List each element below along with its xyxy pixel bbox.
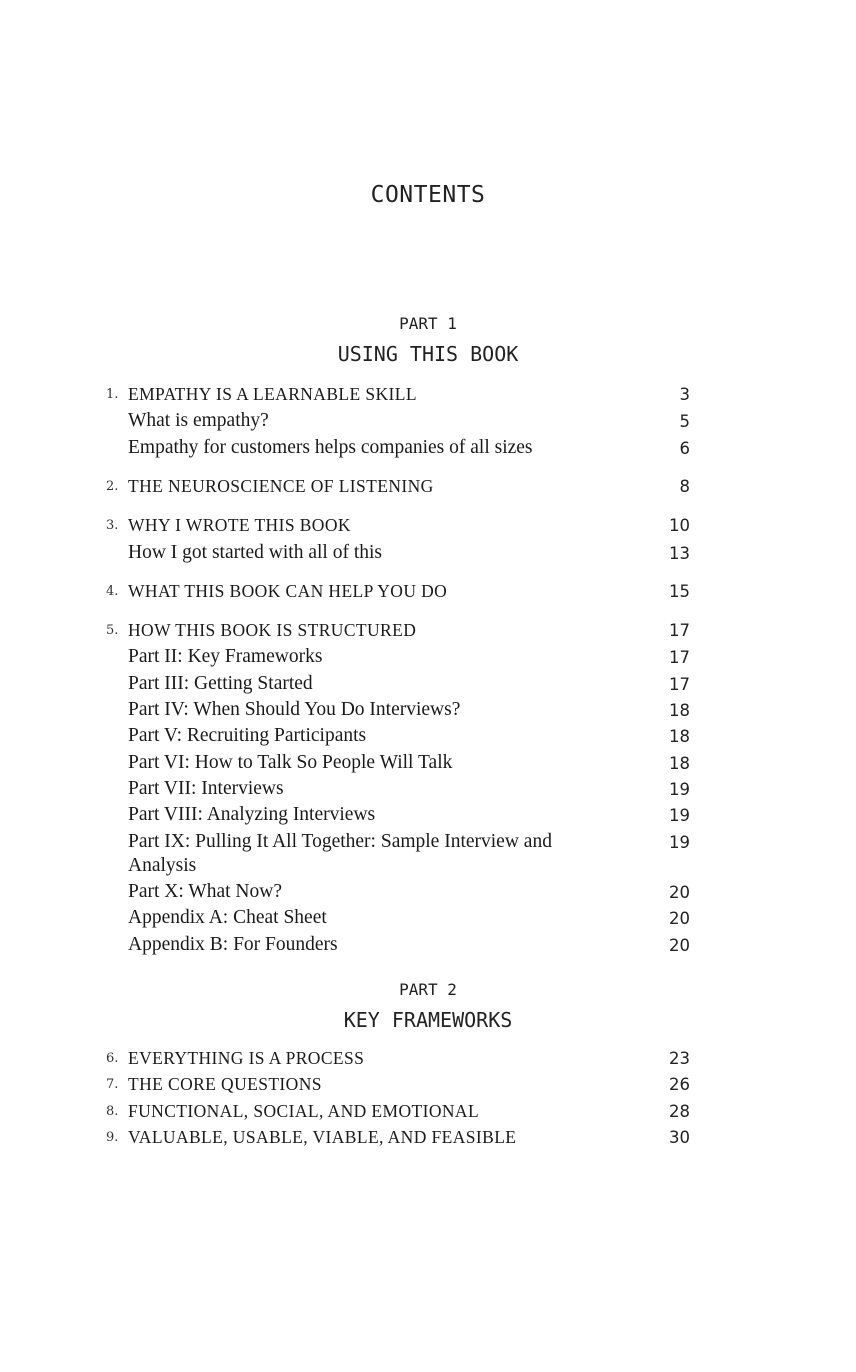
chapter-title[interactable]: EMPATHY IS A LEARNABLE SKILL (128, 384, 417, 404)
page-number: 3 (679, 385, 690, 404)
section-title[interactable]: Empathy for customers helps companies of all sizes (128, 436, 533, 458)
part-title: USING THIS BOOK (337, 342, 519, 366)
page-number: 6 (679, 438, 690, 458)
section-title[interactable]: Part VII: Interviews (128, 777, 284, 799)
chapter-number: 9. (106, 1129, 119, 1145)
part-title: KEY FRAMEWORKS (343, 1008, 513, 1032)
page-number: 19 (669, 832, 690, 852)
part-heading (0, 314, 856, 366)
part-label: PART 2 (399, 980, 457, 999)
chapter-number: 1. (106, 387, 119, 402)
page-number: 15 (669, 581, 690, 601)
section-title[interactable]: Part VIII: Analyzing Interviews (128, 804, 376, 826)
page-number: 17 (669, 621, 690, 641)
page-number: 13 (669, 543, 690, 563)
section-title[interactable]: Part V: Recruiting Participants (128, 725, 367, 747)
page-number: 10 (669, 516, 690, 536)
page-number: 19 (669, 806, 690, 826)
section-title[interactable]: Part IV: When Should You Do Interviews? (128, 699, 461, 720)
chapter-title[interactable]: HOW THIS BOOK IS STRUCTURED (128, 620, 417, 641)
part-label: PART 1 (399, 314, 457, 333)
section-title[interactable]: Part VI: How to Talk So People Will Talk (128, 751, 453, 773)
chapter-number: 3. (106, 518, 119, 534)
section-title[interactable]: How I got started with all of this (128, 541, 383, 563)
chapter-number: 7. (106, 1077, 119, 1093)
chapter-number: 5. (106, 623, 119, 639)
page-number: 17 (669, 674, 690, 694)
page-number: 17 (669, 648, 690, 668)
chapter-number: 4. (106, 583, 119, 599)
chapter-title[interactable]: FUNCTIONAL, SOCIAL, AND EMOTIONAL (128, 1100, 480, 1121)
page-number: 18 (669, 727, 690, 747)
chapter-title[interactable]: WHY I WROTE THIS BOOK (128, 515, 351, 536)
section-title[interactable]: Part X: What Now? (128, 881, 282, 903)
section-title[interactable]: What is empathy? (128, 410, 269, 432)
chapter-number: 8. (106, 1103, 119, 1119)
chapter-title[interactable]: WHAT THIS BOOK CAN HELP YOU DO (128, 580, 448, 601)
page-number: 26 (669, 1075, 690, 1095)
chapter-title[interactable]: VALUABLE, USABLE, VIABLE, AND FEASIBLE (128, 1126, 517, 1147)
page-number: 18 (669, 753, 690, 773)
chapter-number: 6. (106, 1051, 119, 1066)
page-number: 20 (669, 883, 690, 903)
page-number: 30 (669, 1127, 690, 1147)
section-title[interactable]: Appendix A: Cheat Sheet (128, 907, 327, 929)
section-title[interactable]: Part IX: Pulling It All Together: Sample Interview and (128, 830, 552, 852)
chapter-title[interactable]: EVERYTHING IS A PROCESS (128, 1048, 365, 1068)
part-heading (0, 980, 856, 1032)
page-number: 5 (679, 412, 690, 432)
section-title-continued: Analysis (128, 854, 197, 876)
section-title[interactable]: Part II: Key Frameworks (128, 646, 323, 668)
page-number: 19 (669, 779, 690, 799)
contents-heading: CONTENTS (370, 182, 486, 208)
page-number: 20 (669, 909, 690, 929)
section-title[interactable]: Appendix B: For Founders (128, 933, 338, 955)
chapter-title[interactable]: THE NEUROSCIENCE OF LISTENING (128, 475, 434, 496)
section-title[interactable]: Part III: Getting Started (128, 672, 313, 694)
page-number: 8 (679, 476, 690, 496)
page-number: 23 (669, 1049, 690, 1068)
chapter-number: 2. (106, 478, 119, 494)
chapter-title[interactable]: THE CORE QUESTIONS (128, 1074, 322, 1095)
page-number: 20 (669, 935, 690, 955)
page-number: 28 (669, 1101, 690, 1121)
page-number: 18 (669, 701, 690, 720)
